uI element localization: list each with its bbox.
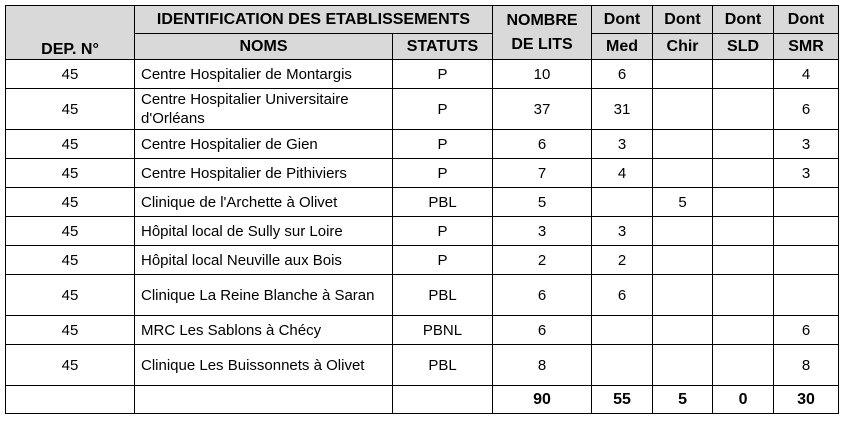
total-med: 55 <box>592 386 653 414</box>
cell-nom: Hôpital local Neuville aux Bois <box>135 246 393 275</box>
cell-med: 3 <box>592 217 653 246</box>
cell-chir <box>653 159 713 188</box>
cell-nom: Centre Hospitalier Universitaire d'Orléans <box>135 89 393 130</box>
cell-smr: 6 <box>774 316 839 345</box>
cell-sld <box>713 275 774 316</box>
header-smr: SMR <box>774 34 839 60</box>
cell-smr: 6 <box>774 89 839 130</box>
cell-dep: 45 <box>6 217 135 246</box>
cell-nom: Clinique La Reine Blanche à Saran <box>135 275 393 316</box>
header-noms: NOMS <box>135 34 393 60</box>
cell-lits: 7 <box>493 159 592 188</box>
cell-chir <box>653 89 713 130</box>
cell-sld <box>713 159 774 188</box>
header-chir: Chir <box>653 34 713 60</box>
table-row <box>6 130 839 159</box>
cell-sld <box>713 89 774 130</box>
cell-med: 4 <box>592 159 653 188</box>
header-dont-med: Dont <box>592 6 653 34</box>
cell-lits: 37 <box>493 89 592 130</box>
cell-chir: 5 <box>653 188 713 217</box>
cell-lits: 5 <box>493 188 592 217</box>
cell-sld <box>713 246 774 275</box>
table-row <box>6 60 839 89</box>
cell-smr: 4 <box>774 60 839 89</box>
table-row <box>6 345 839 386</box>
cell-smr <box>774 217 839 246</box>
table-body <box>6 60 839 414</box>
cell-med: 31 <box>592 89 653 130</box>
header-med: Med <box>592 34 653 60</box>
cell-lits: 2 <box>493 246 592 275</box>
header-identification: IDENTIFICATION DES ETABLISSEMENTS <box>135 6 493 34</box>
cell-dep: 45 <box>6 89 135 130</box>
table-row <box>6 275 839 316</box>
cell-sld <box>713 188 774 217</box>
totals-empty-nom <box>135 386 393 414</box>
cell-chir <box>653 217 713 246</box>
header-dont-sld: Dont <box>713 6 774 34</box>
cell-chir <box>653 345 713 386</box>
cell-med: 6 <box>592 275 653 316</box>
cell-nom: Clinique Les Buissonnets à Olivet <box>135 345 393 386</box>
cell-statut: P <box>393 159 493 188</box>
cell-lits: 8 <box>493 345 592 386</box>
total-chir: 5 <box>653 386 713 414</box>
cell-statut: P <box>393 217 493 246</box>
cell-smr: 3 <box>774 159 839 188</box>
cell-smr <box>774 275 839 316</box>
cell-statut: PBNL <box>393 316 493 345</box>
cell-dep: 45 <box>6 188 135 217</box>
cell-lits: 6 <box>493 316 592 345</box>
cell-med <box>592 345 653 386</box>
cell-statut: P <box>393 246 493 275</box>
cell-nom: Clinique de l'Archette à Olivet <box>135 188 393 217</box>
cell-chir <box>653 246 713 275</box>
cell-dep: 45 <box>6 345 135 386</box>
total-smr: 30 <box>774 386 839 414</box>
cell-med: 2 <box>592 246 653 275</box>
table-row <box>6 89 839 130</box>
header-nombre-de-lits <box>493 6 592 60</box>
cell-statut: PBL <box>393 275 493 316</box>
cell-smr <box>774 188 839 217</box>
table-row <box>6 217 839 246</box>
header-nombre-line2: DE LITS <box>511 35 573 53</box>
cell-med: 6 <box>592 60 653 89</box>
header-dont-smr: Dont <box>774 6 839 34</box>
cell-statut: P <box>393 130 493 159</box>
table-row <box>6 316 839 345</box>
totals-row <box>6 386 839 414</box>
header-dep: DEP. N° <box>6 6 135 60</box>
cell-chir <box>653 316 713 345</box>
cell-sld <box>713 217 774 246</box>
table-row <box>6 159 839 188</box>
cell-statut: P <box>393 60 493 89</box>
total-sld: 0 <box>713 386 774 414</box>
cell-lits: 3 <box>493 217 592 246</box>
table-row <box>6 188 839 217</box>
cell-nom: Centre Hospitalier de Montargis <box>135 60 393 89</box>
cell-nom: MRC Les Sablons à Chécy <box>135 316 393 345</box>
cell-chir <box>653 60 713 89</box>
cell-lits: 10 <box>493 60 592 89</box>
cell-dep: 45 <box>6 316 135 345</box>
header-dont-chir: Dont <box>653 6 713 34</box>
cell-statut: PBL <box>393 345 493 386</box>
cell-lits: 6 <box>493 275 592 316</box>
cell-statut: P <box>393 89 493 130</box>
cell-sld <box>713 316 774 345</box>
cell-nom: Centre Hospitalier de Gien <box>135 130 393 159</box>
table-row <box>6 246 839 275</box>
cell-lits: 6 <box>493 130 592 159</box>
total-lits: 90 <box>493 386 592 414</box>
cell-smr: 3 <box>774 130 839 159</box>
cell-nom: Hôpital local de Sully sur Loire <box>135 217 393 246</box>
cell-sld <box>713 130 774 159</box>
cell-sld <box>713 60 774 89</box>
cell-statut: PBL <box>393 188 493 217</box>
totals-empty-dep <box>6 386 135 414</box>
cell-chir <box>653 275 713 316</box>
cell-dep: 45 <box>6 60 135 89</box>
cell-dep: 45 <box>6 130 135 159</box>
cell-sld <box>713 345 774 386</box>
header-statuts: STATUTS <box>393 34 493 60</box>
cell-dep: 45 <box>6 159 135 188</box>
header-sld: SLD <box>713 34 774 60</box>
cell-med: 3 <box>592 130 653 159</box>
cell-smr: 8 <box>774 345 839 386</box>
cell-smr <box>774 246 839 275</box>
cell-med <box>592 188 653 217</box>
header-nombre-line1: NOMBRE <box>506 11 578 29</box>
cell-chir <box>653 130 713 159</box>
cell-dep: 45 <box>6 246 135 275</box>
cell-nom: Centre Hospitalier de Pithiviers <box>135 159 393 188</box>
cell-dep: 45 <box>6 275 135 316</box>
table-header <box>6 6 839 60</box>
etablissements-table <box>5 5 839 414</box>
totals-empty-statut <box>393 386 493 414</box>
cell-med <box>592 316 653 345</box>
